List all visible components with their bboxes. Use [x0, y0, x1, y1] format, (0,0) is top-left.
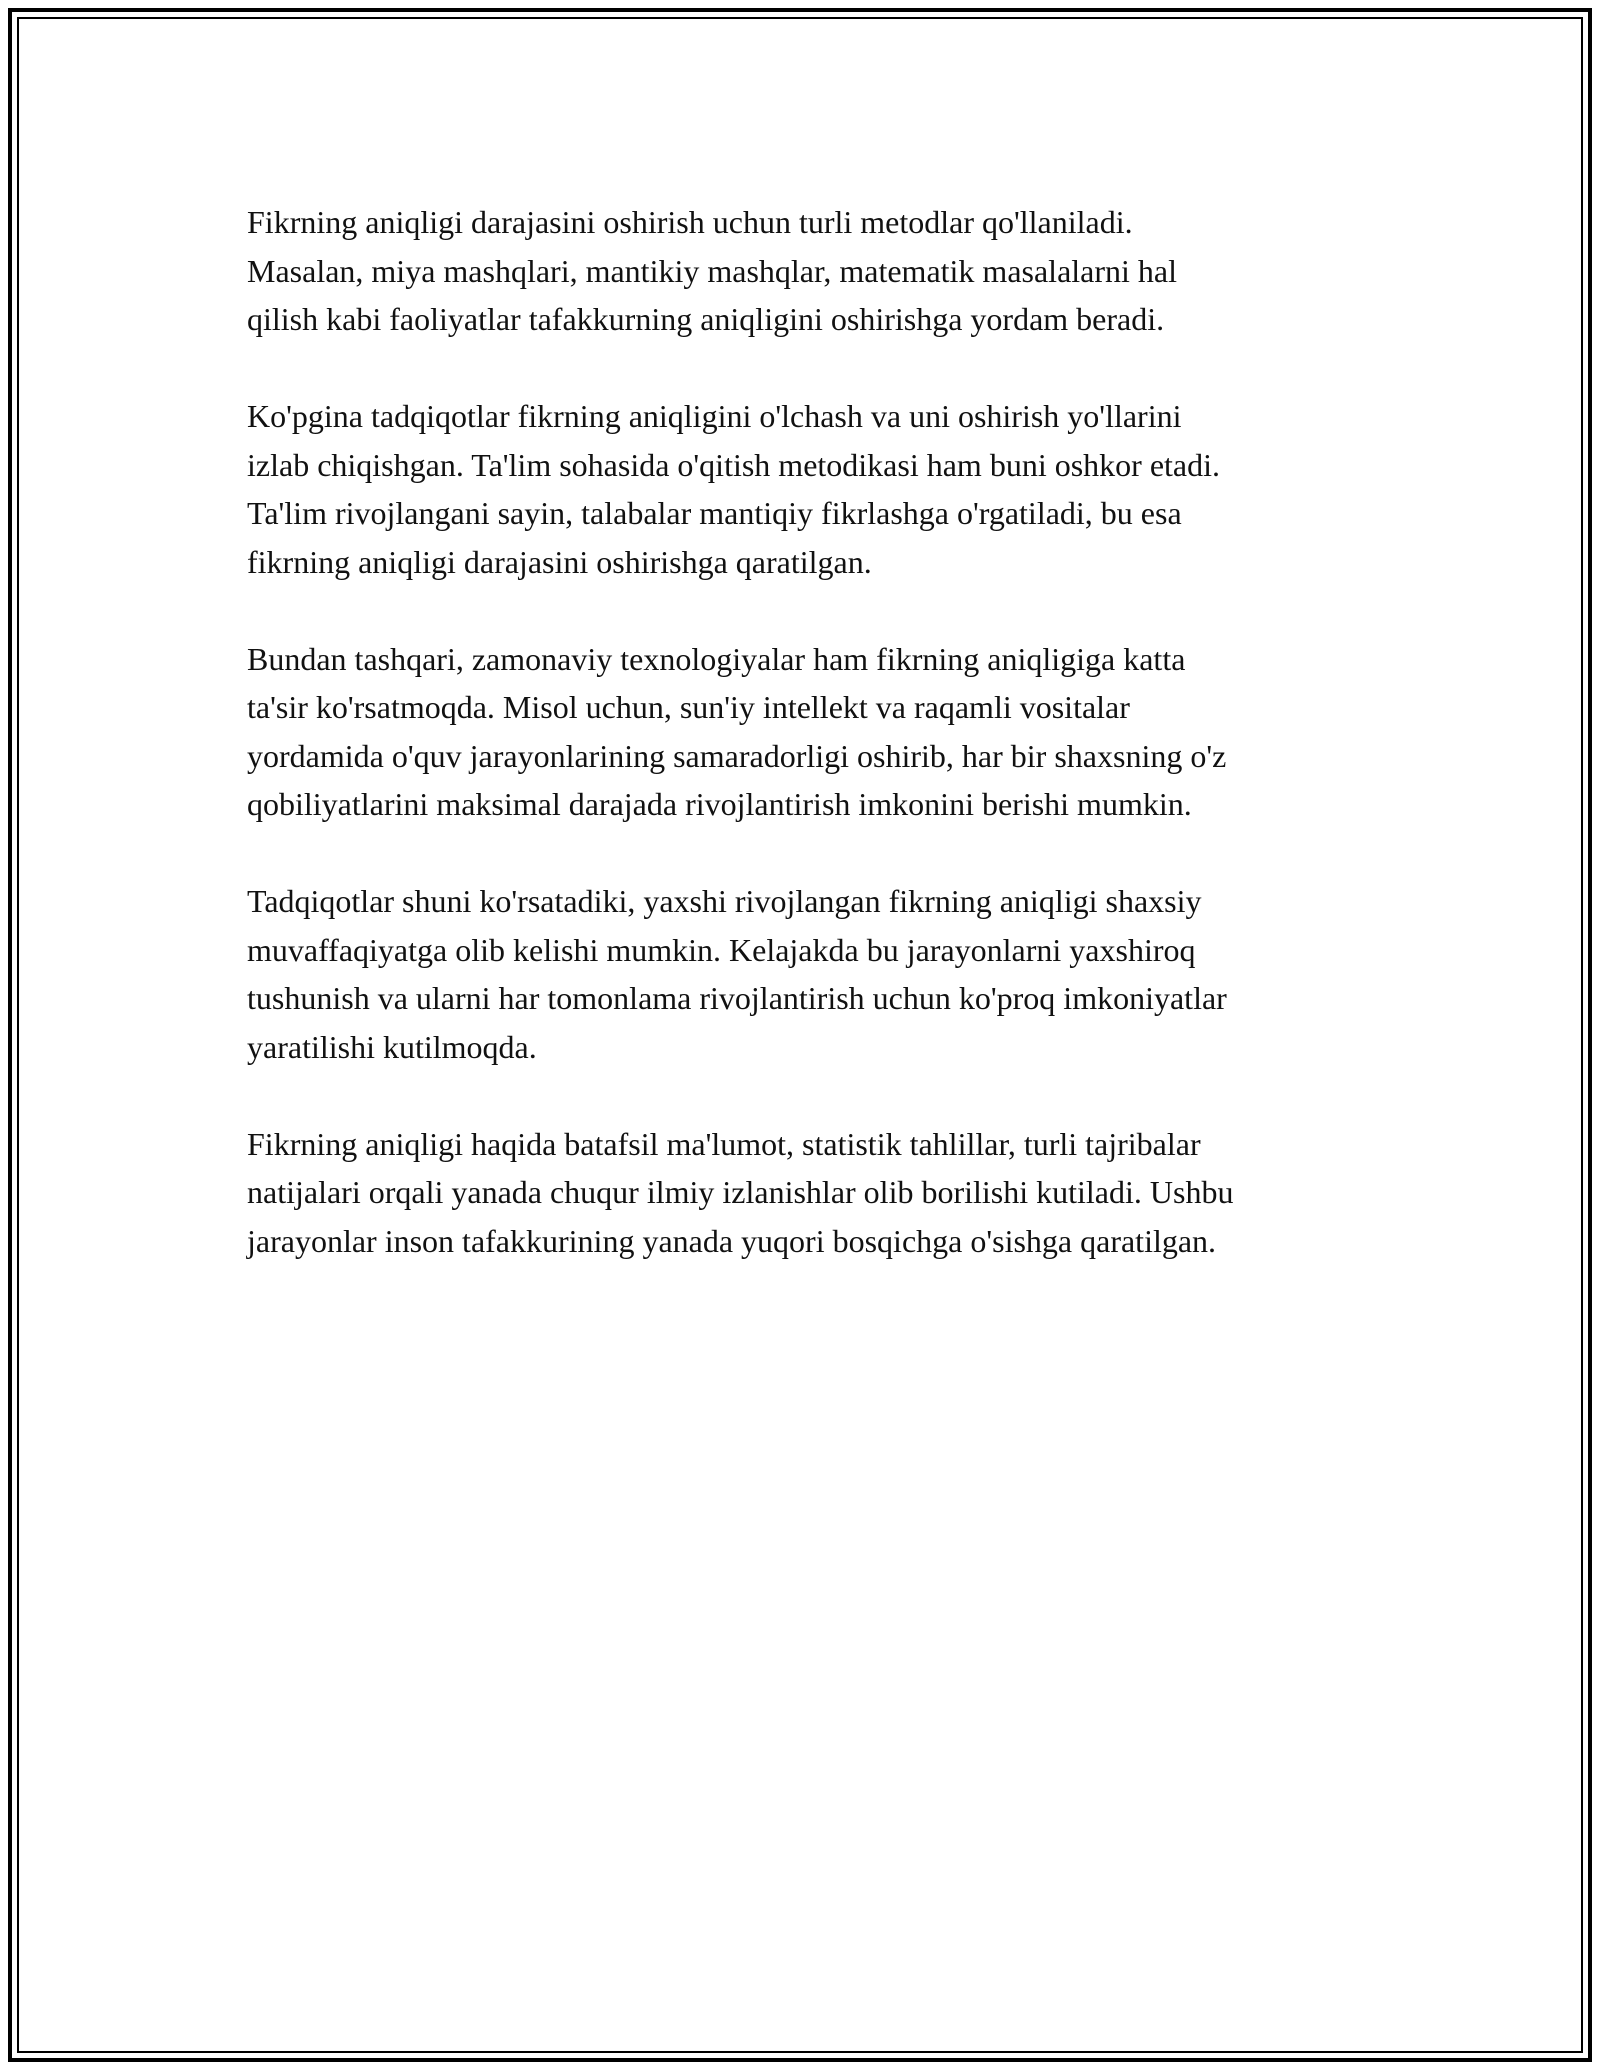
paragraph-line: yordamida o'quv jarayonlarining samaradorligi oshirib, har bir shaxsning o'z — [247, 737, 1227, 774]
paragraph-1 — [247, 198, 1397, 344]
paragraph-line: Ko'pgina tadqiqotlar fikrning aniqligini o'lchash va uni oshirish yo'llarini — [247, 398, 1182, 434]
paragraph-line: yaratilishi kutilmoqda. — [247, 1028, 537, 1065]
document-body — [247, 198, 1397, 1314]
paragraph-line: Tadqiqotlar shuni ko'rsatadiki, yaxshi rivojlangan fikrning aniqligi shaxsiy — [247, 883, 1202, 919]
paragraph-line: fikrning aniqligi darajasini oshirishga qaratilgan. — [247, 543, 872, 580]
paragraph-line: Bundan tashqari, zamonaviy texnologiyalar ham fikrning aniqligiga katta — [247, 640, 1186, 677]
paragraph-line: ta'sir ko'rsatmoqda. Misol uchun, sun'iy intellekt va raqamli vositalar — [247, 689, 1130, 725]
paragraph-3 — [247, 635, 1397, 829]
paragraph-4 — [247, 877, 1397, 1071]
paragraph-line: Fikrning aniqligi haqida batafsil ma'lumot, statistik tahlillar, turli tajribalar — [247, 1125, 1201, 1162]
paragraph-line: jarayonlar inson tafakkurining yanada yuqori bosqichga o'sishga qaratilgan. — [247, 1222, 1217, 1259]
page-frame — [8, 8, 1592, 2062]
paragraph-line: qobiliyatlarini maksimal darajada rivojlantirish imkonini berishi mumkin. — [247, 786, 1192, 822]
paragraph-line: Fikrning aniqligi darajasini oshirish uchun turli metodlar qo'llaniladi. — [247, 204, 1133, 240]
paragraph-line: muvaffaqiyatga olib kelishi mumkin. Kelajakda bu jarayonlarni yaxshiroq — [247, 931, 1196, 968]
paragraph-line: Masalan, miya mashqlari, mantikiy mashqlar, matematik masalalarni hal — [247, 252, 1177, 289]
paragraph-line: qilish kabi faoliyatlar tafakkurning aniqligini oshirishga yordam beradi. — [247, 301, 1165, 337]
paragraph-line: Ta'lim rivojlangani sayin, talabalar mantiqiy fikrlashga o'rgatiladi, bu esa — [247, 495, 1182, 531]
paragraph-line: natijalari orqali yanada chuqur ilmiy izlanishlar olib borilishi kutiladi. Ushbu — [247, 1174, 1234, 1210]
paragraph-line: izlab chiqishgan. Ta'lim sohasida o'qitish metodikasi ham buni oshkor etadi. — [247, 446, 1220, 483]
paragraph-2 — [247, 392, 1397, 586]
paragraph-line: tushunish va ularni har tomonlama rivojlantirish uchun ko'proq imkoniyatlar — [247, 980, 1227, 1016]
paragraph-5 — [247, 1120, 1397, 1266]
